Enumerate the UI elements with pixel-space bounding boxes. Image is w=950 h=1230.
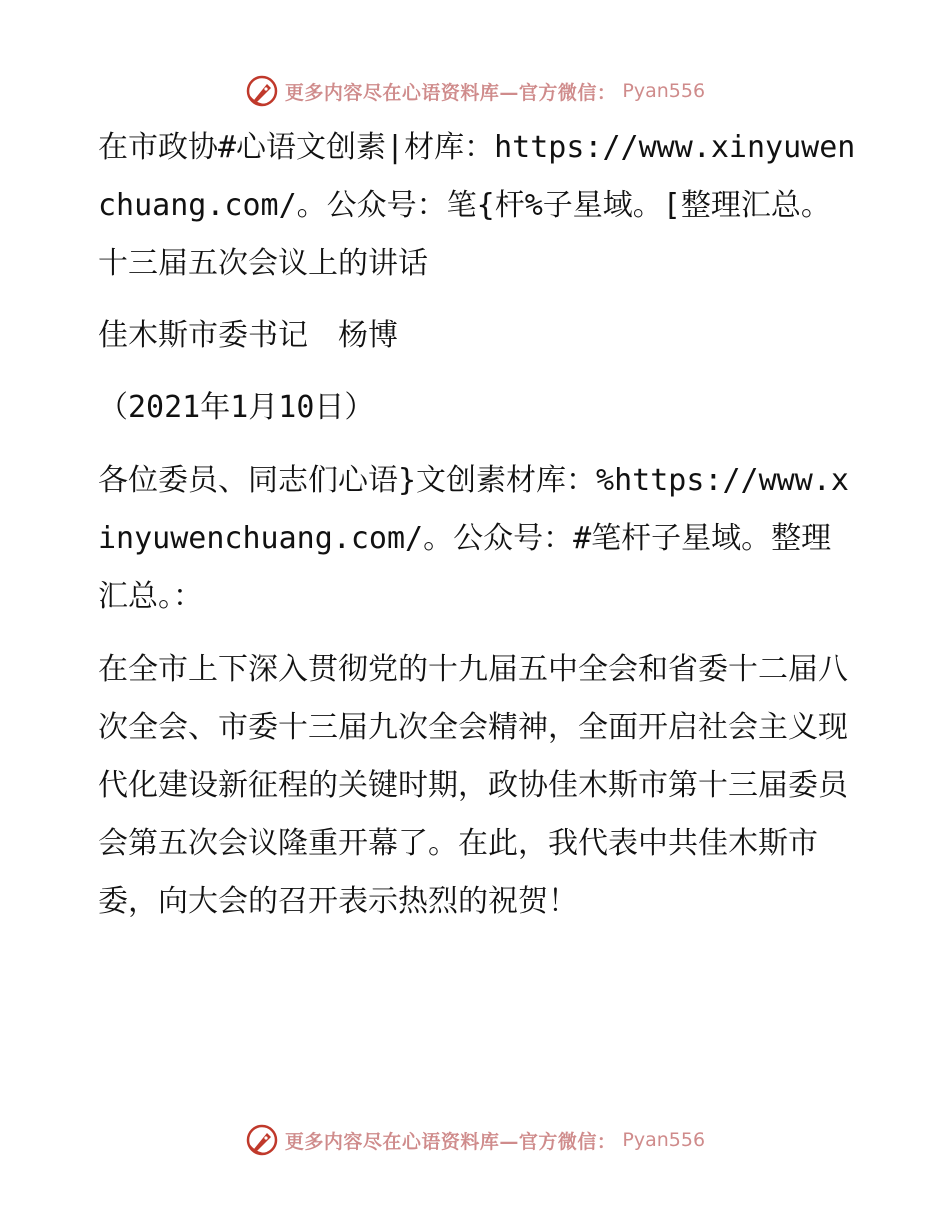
watermark-text: 更多内容尽在心语资料库—官方微信： — [284, 1130, 617, 1153]
pen-nib-logo-icon — [245, 1123, 279, 1157]
paragraph-body: 在全市上下深入贯彻党的十九届五中全会和省委十二届八次全会、市委十三届九次全会精神，全面开启社会主义现代化建设新征程的关键时期，政协佳木斯市第十三届委员会第五次会议隆重开幕了。在此，我代表中共佳木斯市委，向大会的召开表示热烈的祝贺！ — [98, 652, 848, 919]
document-body — [98, 119, 858, 931]
watermark-contact: Pyan556 — [622, 80, 706, 102]
watermark-text: 更多内容尽在心语资料库—官方微信： — [284, 81, 617, 104]
paragraph-date: （2021年1月10日） — [98, 390, 375, 425]
pen-nib-logo-icon — [245, 74, 279, 108]
paragraph-title: 在市政协#心语文创素|材库：https://www.xinyuwenchuang.com/。公众号：笔{杆%子星域。[整理汇总。十三届五次会议上的讲话 — [98, 130, 856, 281]
watermark-contact: Pyan556 — [622, 1129, 706, 1151]
footer-watermark — [0, 1120, 950, 1160]
paragraph-salutation: 各位委员、同志们心语}文创素材库：%https://www.xinyuwenchuang.com/。公众号：#笔杆子星域。整理汇总。： — [98, 463, 849, 614]
paragraph-author: 佳木斯市委书记 杨博 — [98, 318, 398, 353]
header-watermark — [0, 71, 950, 111]
